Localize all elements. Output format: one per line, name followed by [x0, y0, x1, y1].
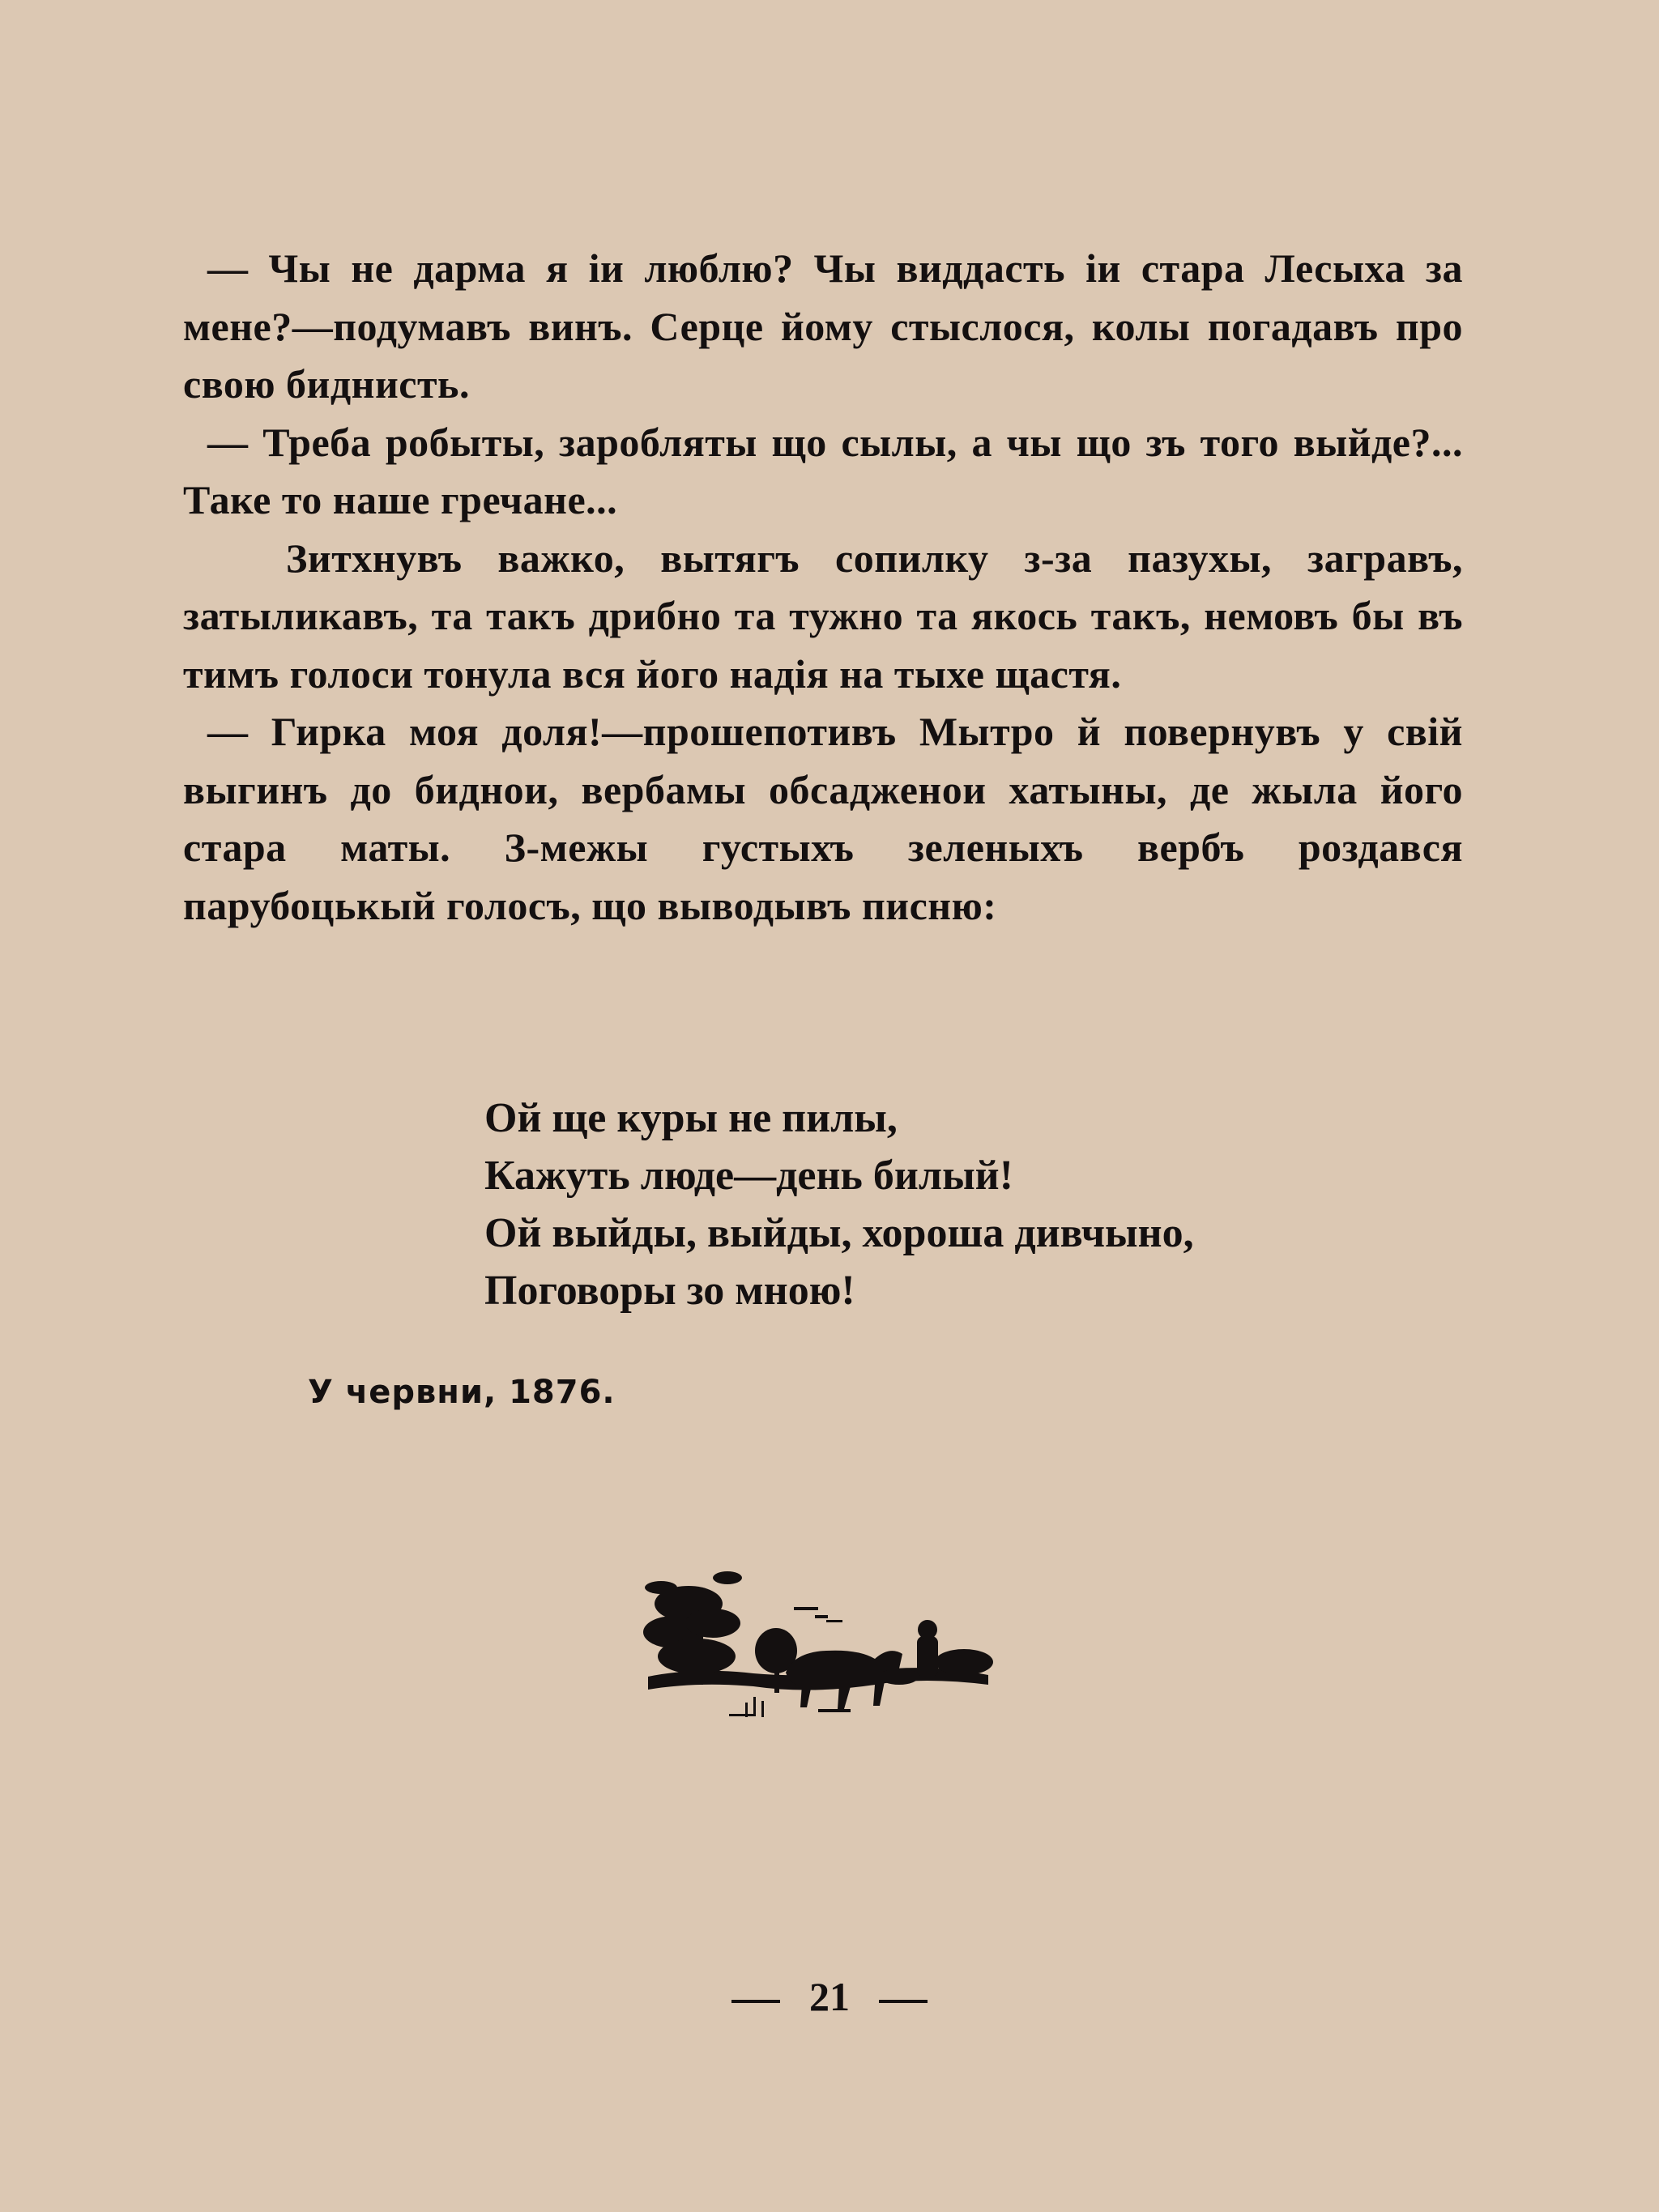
song-line-4: Поговоры зо мною! — [484, 1268, 855, 1314]
paragraph-1: — Чы не дарма я іи люблю? Чы виддасть іи стара Лесыха за мене?—подумавъ винъ. Серце йому стыслося, колы погадавъ про свою биднисть. — [183, 245, 1463, 407]
paragraph-3: Зитхнувъ важко, вытягъ сопилку з-за пазухы, загравъ, затыликавъ, та такъ дрибно та тужно та якось такъ, немовъ бы въ тимъ голоси тонула вся його надія на тыхе щастя. — [183, 535, 1463, 697]
paragraph-2: — Треба робыты, заробляты що сылы, а чы що зъ того выйде?... Таке то наше гречане... — [183, 419, 1463, 522]
page-number — [0, 1973, 1659, 2020]
body-text — [183, 240, 1463, 935]
song-line-2: Кажуть люде—день билый! — [484, 1153, 1013, 1199]
dateline: У червни, 1876. — [308, 1374, 616, 1411]
paragraph-4: — Гирка моя доля!—прошепотивъ Мытро й повернувъ у свій выгинъ до биднои, вербамы обсадженои хатыны, де жыла його стара маты. З-межы густыхъ зеленыхъ вербъ роздався парубоцькый голосъ, що выводывъ писню: — [183, 709, 1463, 928]
landscape-vignette-icon — [632, 1555, 996, 1733]
dash-right — [879, 2000, 928, 2003]
song-line-3: Ой выйды, выйды, хороша дивчыно, — [484, 1210, 1194, 1256]
page-number-value: 21 — [809, 1974, 850, 2019]
song-verse — [484, 1089, 1194, 1319]
song-line-1: Ой ще куры не пилы, — [484, 1095, 898, 1141]
dash-left — [731, 2000, 780, 2003]
